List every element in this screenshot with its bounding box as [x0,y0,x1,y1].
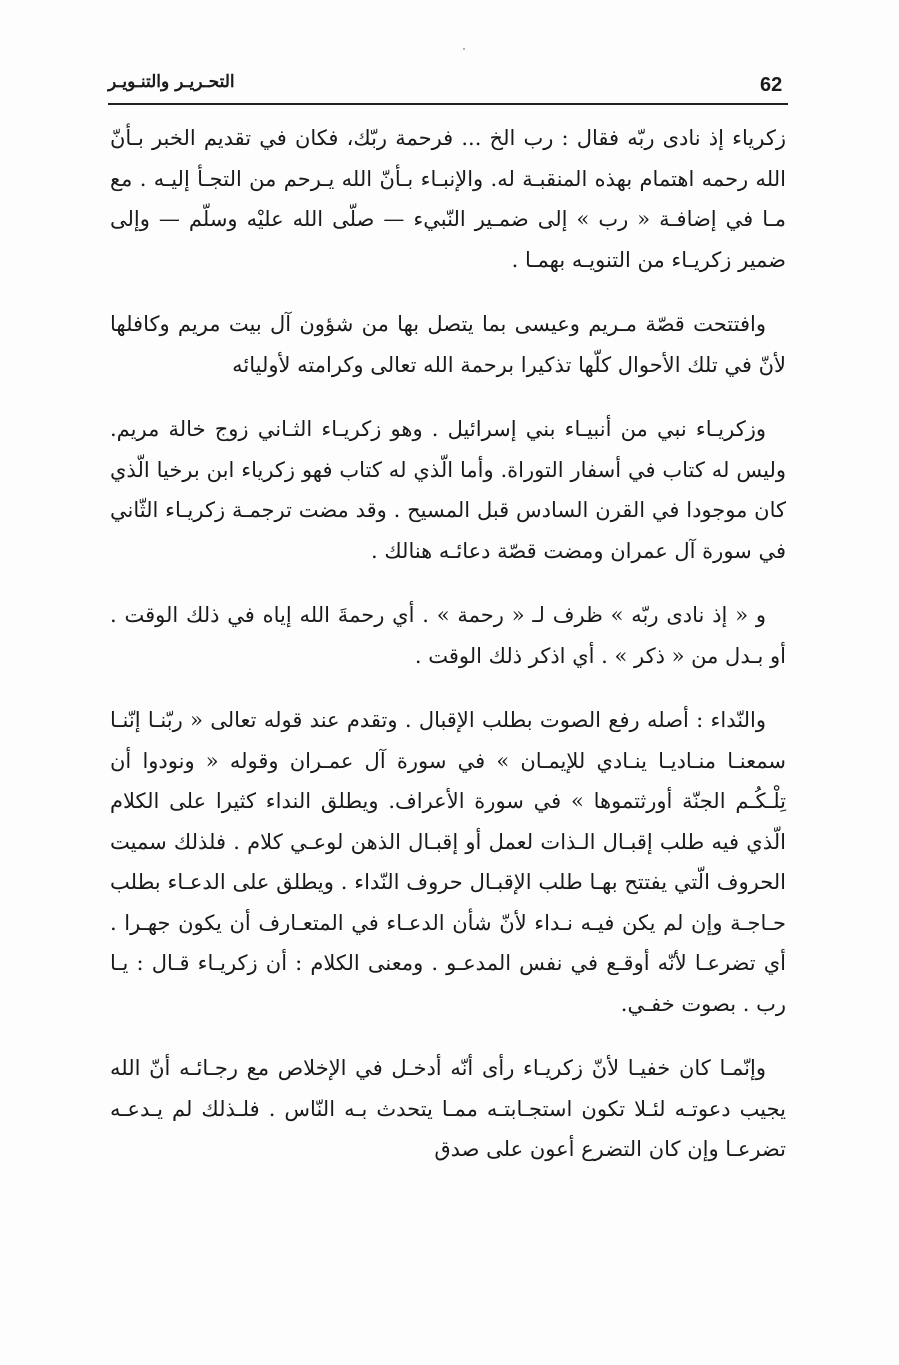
scan-speck [463,48,465,50]
paragraph: زكرياء إذ نادى ربّه فقال : رب الخ ... فرحمة ربّك، فكان في تقديم الخبر بـأنّ الله رحمه اهتمام بهذه المنقبـة له. والإنبـاء بـأنّ الله يـرحم من التجـأ إليـه . مع مـا في إضافـة « رب » إلى ضمـير النّبيء — صلّى الله عليْه وسلّم — وإلى ضمير زكريـاء من التنويـه بهمـا . [110,126,786,272]
header-rule [108,103,788,105]
paragraph: وزكريـاء نبي من أنبيـاء بني إسرائيل . وهو زكريـاء الثـاني زوج خالة مريم. وليس له كتاب في أسفار التوراة. وأما الّذي له كتاب فهو زكرياء ابن برخيا الّذي كان موجودا في القرن السادس قبل المسيح . وقد مضت ترجمـة زكريـاء الثّاني في سورة آل عمران ومضت قصّة دعائـه هنالك . [110,417,786,563]
paragraph: و « إذ نادى ربّه » ظرف لـ « رحمة » . أي رحمةَ الله إياه في ذلك الوقت . أو بـدل من « ذكر » . أي اذكر ذلك الوقت . [110,603,786,668]
paragraph: والنّداء : أصله رفع الصوت بطلب الإقبال . وتقدم عند قوله تعالى « ربّنـا إنّنـا سمعنـا منـاديـا ينـادي للإيمـان » في سورة آل عمـران وقوله « ونودوا أن تِلْـكُـم الجنّة أورثتموها » في سورة الأعراف. ويطلق النداء كثيرا على الكلام الّذي فيه طلب إقبـال الـذات لعمل أو إقبـال الذهن لوعـي كلام . فلذلك سميت الحروف الّتي يفتتح بهـا طلب الإقبـال حروف النّداء . ويطلق على الدعـاء بطلب حـاجـة وإن لم يكن فيـه نـداء لأنّ شأن الدعـاء في المتعـارف أن يكون جهـرا . أي تضرعـا لأنّه أوقـع في نفس المدعـو . ومعنى الكلام : أن زكريـاء قـال : يـا رب . بصوت خفـي. [110,708,786,1016]
paragraph: وإنّمـا كان خفيـا لأنّ زكريـاء رأى أنّه أدخـل في الإخلاص مع رجـائـه أنّ الله يجيب دعوتـه لئـلا تكون استجـابتـه ممـا يتحدث بـه النّاس . فلـذلك لم يـدعـه تضرعـا وإن كان التضرع أعون على صدق [110,1056,786,1161]
running-title: التحـريـر والتنـويـر [108,72,235,92]
paragraph: وافتتحت قصّة مـريم وعيسى بما يتصل بها من شؤون آل بيت مريم وكافلها لأنّ في تلك الأحوال كلّها تذكيرا برحمة الله تعالى وكرامته لأوليائه [110,312,786,377]
page-number: 62 [760,74,783,96]
body-text [110,118,786,1170]
page-header [108,68,788,102]
